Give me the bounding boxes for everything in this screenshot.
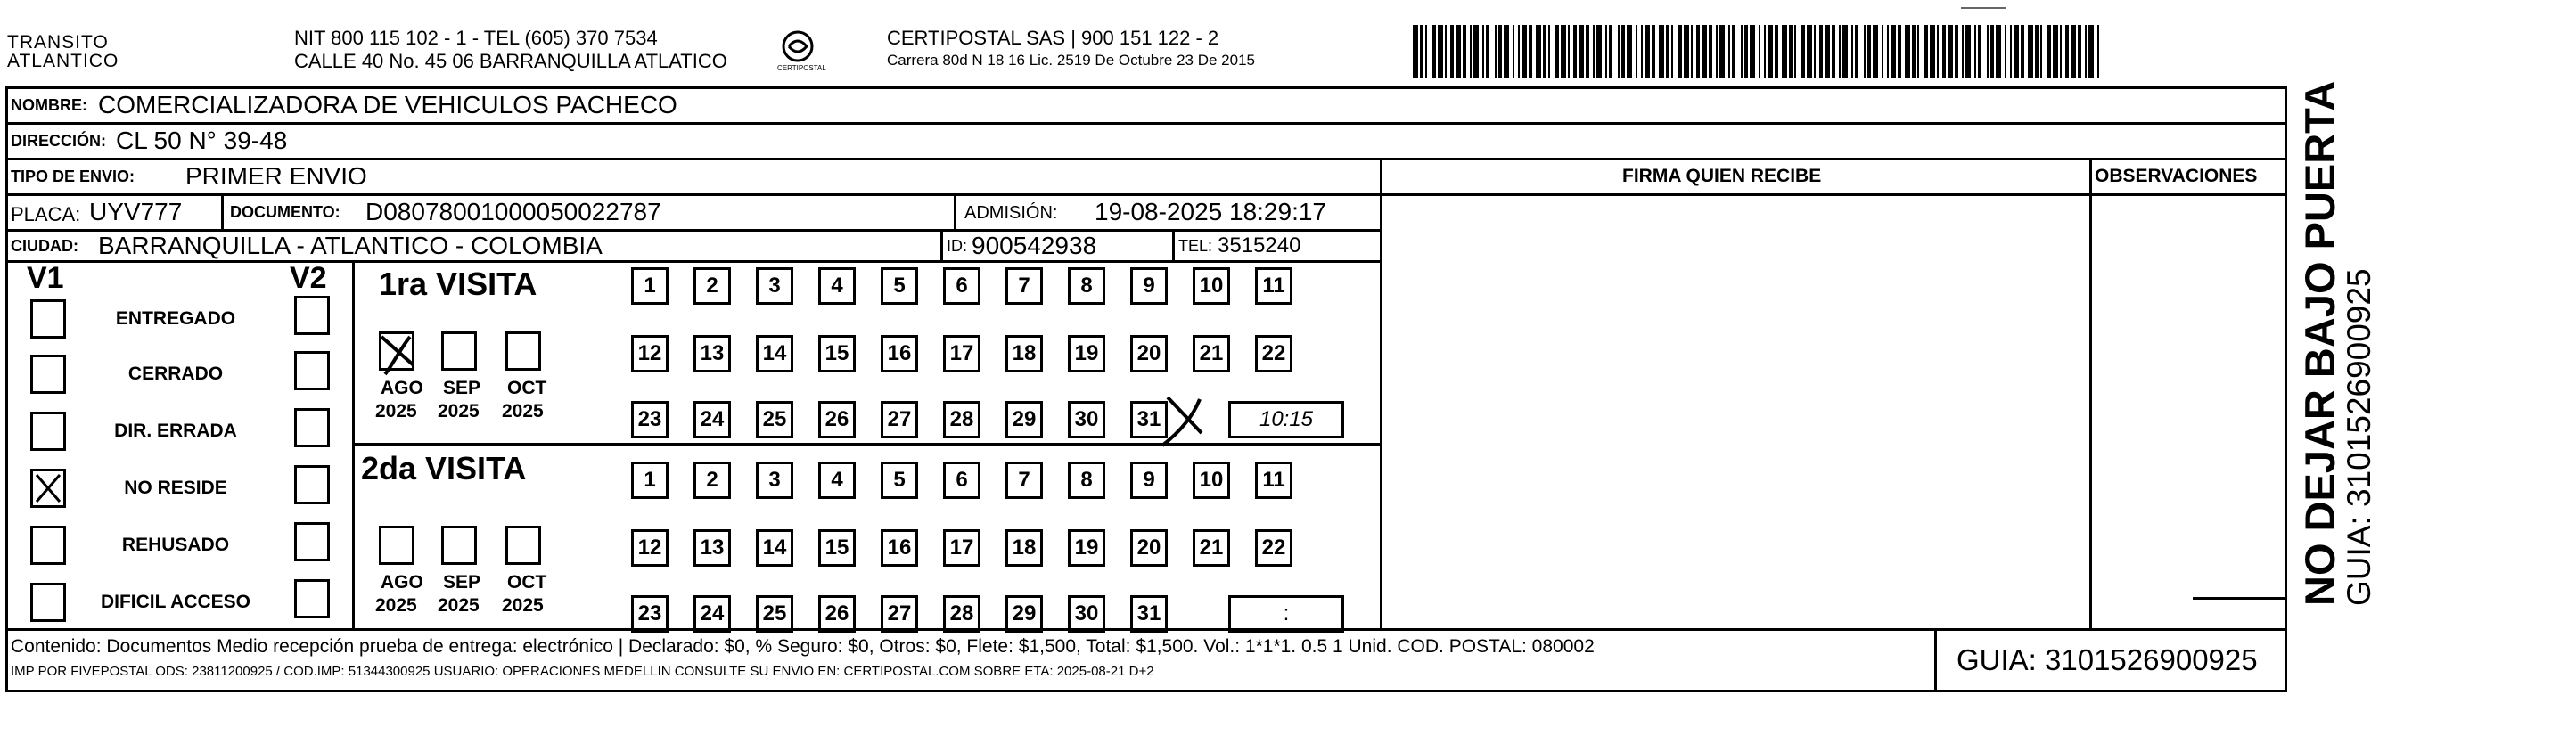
row-divider: [5, 260, 1382, 263]
second-visit-day-cell[interactable]: 29: [1005, 595, 1043, 633]
second-visit-day-cell[interactable]: 16: [881, 529, 918, 567]
company-info-line1: NIT 800 115 102 - 1 - TEL (605) 370 7534: [294, 27, 658, 49]
second-visit-month-box[interactable]: [505, 526, 541, 565]
v2-checkbox[interactable]: [294, 579, 330, 618]
second-visit-month-label: AGO: [381, 572, 423, 593]
col-divider: [1934, 628, 1937, 692]
first-visit-day-cell[interactable]: 11: [1255, 267, 1292, 305]
second-visit-month-box[interactable]: [379, 526, 414, 565]
second-visit-month-label: SEP: [443, 572, 481, 593]
second-visit-day-cell[interactable]: 1: [631, 462, 669, 499]
first-visit-day-cell[interactable]: 9: [1130, 267, 1168, 305]
second-visit-day-cell[interactable]: 3: [756, 462, 793, 499]
first-visit-month-box[interactable]: [441, 331, 477, 371]
guia-number-box: GUIA: 3101526900925: [1957, 643, 2258, 676]
second-visit-year-label: 2025: [375, 595, 417, 616]
status-option-label: DIR. ERRADA: [114, 421, 237, 441]
first-visit-day-cell[interactable]: 28: [943, 401, 980, 438]
handwritten-x-day-icon: [1157, 390, 1219, 453]
first-visit-day-cell[interactable]: 25: [756, 401, 793, 438]
tel-value: 3515240: [1218, 233, 1301, 258]
v2-label: V2: [290, 261, 327, 295]
second-visit-year-label: 2025: [502, 595, 544, 616]
status-option-label: REHUSADO: [121, 535, 230, 555]
second-visit-day-cell[interactable]: 15: [818, 529, 856, 567]
direccion-label: DIRECCIÓN:: [11, 132, 106, 150]
first-visit-year-label: 2025: [438, 401, 480, 421]
second-visit-day-cell[interactable]: 6: [943, 462, 980, 499]
first-visit-day-cell[interactable]: 3: [756, 267, 793, 305]
side-instruction-text: [2298, 81, 2376, 606]
first-visit-day-cell[interactable]: 13: [693, 335, 731, 372]
second-visit-day-cell[interactable]: 12: [631, 529, 669, 567]
first-visit-day-cell[interactable]: 18: [1005, 335, 1043, 372]
firma-label: FIRMA QUIEN RECIBE: [1622, 166, 1822, 186]
col-divider: [1172, 229, 1175, 260]
first-visit-year-label: 2025: [375, 401, 417, 421]
second-visit-day-cell[interactable]: 18: [1005, 529, 1043, 567]
first-visit-day-cell[interactable]: 19: [1068, 335, 1105, 372]
col-divider: [954, 193, 956, 229]
second-visit-day-cell[interactable]: 27: [881, 595, 918, 633]
first-visit-day-cell[interactable]: 16: [881, 335, 918, 372]
certipostal-emblem-icon: [767, 27, 829, 80]
nombre-value: COMERCIALIZADORA DE VEHICULOS PACHECO: [98, 91, 677, 119]
row-divider: [5, 193, 2287, 196]
second-visit-day-cell[interactable]: 7: [1005, 462, 1043, 499]
col-divider: [221, 193, 224, 229]
first-visit-day-cell[interactable]: 20: [1130, 335, 1168, 372]
second-visit-day-cell[interactable]: 9: [1130, 462, 1168, 499]
tipo-envio-label: TIPO DE ENVIO:: [11, 168, 135, 185]
emblem-caption: CERTIPOSTAL: [777, 64, 826, 72]
second-visit-day-cell[interactable]: 28: [943, 595, 980, 633]
status-option-label: NO RESIDE: [124, 478, 227, 498]
second-visit-day-cell[interactable]: 20: [1130, 529, 1168, 567]
col-divider: [940, 229, 943, 260]
col-divider: [1380, 158, 1382, 630]
v2-checkbox[interactable]: [294, 522, 330, 561]
admision-label: ADMISIÓN:: [964, 203, 1058, 223]
second-visit-day-cell[interactable]: 8: [1068, 462, 1105, 499]
second-visit-day-cell[interactable]: 10: [1193, 462, 1230, 499]
row-divider: [352, 443, 1382, 446]
v1-checkbox[interactable]: [30, 412, 66, 451]
logo-text-line1: TRANSITO: [7, 32, 109, 53]
barcode-bar: [2097, 25, 2099, 78]
first-visit-month-label: AGO: [381, 378, 423, 398]
v2-checkbox[interactable]: [294, 408, 330, 447]
second-visit-day-cell[interactable]: 19: [1068, 529, 1105, 567]
courier-info-line2: Carrera 80d N 18 16 Lic. 2519 De Octubre 23 De 2015: [887, 52, 1255, 69]
v1-checkbox[interactable]: [30, 299, 66, 339]
first-visit-day-cell[interactable]: 27: [881, 401, 918, 438]
second-visit-day-cell[interactable]: 23: [631, 595, 669, 633]
v2-checkbox[interactable]: [294, 296, 330, 335]
first-visit-day-cell[interactable]: 10: [1193, 267, 1230, 305]
first-visit-day-cell[interactable]: 6: [943, 267, 980, 305]
ciudad-label: CIUDAD:: [11, 237, 78, 255]
second-visit-day-cell[interactable]: 21: [1193, 529, 1230, 567]
second-visit-day-cell[interactable]: 11: [1255, 462, 1292, 499]
nombre-label: NOMBRE:: [11, 96, 87, 114]
ciudad-value: BARRANQUILLA - ATLANTICO - COLOMBIA: [98, 232, 603, 259]
first-visit-month-box[interactable]: [505, 331, 541, 371]
second-visit-day-cell[interactable]: 4: [818, 462, 856, 499]
first-visit-day-cell[interactable]: 23: [631, 401, 669, 438]
documento-label: DOCUMENTO:: [230, 203, 340, 221]
id-label: ID:: [947, 237, 968, 255]
top-edge-mark: [1961, 7, 2006, 9]
second-visit-day-cell[interactable]: 14: [756, 529, 793, 567]
company-info-line2: CALLE 40 No. 45 06 BARRANQUILLA ATLATICO: [294, 50, 727, 72]
admision-value: 19-08-2025 18:29:17: [1095, 198, 1326, 225]
first-visit-day-cell[interactable]: 30: [1068, 401, 1105, 438]
col-divider: [352, 260, 355, 628]
first-visit-day-cell[interactable]: 8: [1068, 267, 1105, 305]
second-visit-day-cell[interactable]: 17: [943, 529, 980, 567]
side-guia-label: GUIA: 3101526900925: [2341, 268, 2377, 606]
row-divider: [5, 158, 2287, 160]
first-visit-day-cell[interactable]: 4: [818, 267, 856, 305]
first-visit-day-cell[interactable]: 22: [1255, 335, 1292, 372]
first-visit-time-box[interactable]: 10:15: [1228, 401, 1344, 438]
no-dejar-bajo-puerta-label: NO DEJAR BAJO PUERTA: [2296, 80, 2343, 606]
footer-content-line: Contenido: Documentos Medio recepción prueba de entrega: electrónico | Declarado: $0, % Seguro: $0, Otros: $0, Flete: $1,500, Total: $1,500. Vol.: 1*1*1. 0.5 1 Unid. COD. POSTAL: 080002: [11, 636, 1595, 657]
status-option-label: CERRADO: [127, 364, 224, 384]
second-visit-day-cell[interactable]: 24: [693, 595, 731, 633]
second-visit-day-cell[interactable]: 26: [818, 595, 856, 633]
v2-checkbox[interactable]: [294, 465, 330, 504]
footer-print-line: IMP POR FIVEPOSTAL ODS: 23811200925 / COD.IMP: 51344300925 USUARIO: OPERACIONES MEDELLIN CONSULTE SU ENVIO EN: CERTIPOSTAL.COM SOBRE ETA: 2025-08-21 D+2: [11, 664, 1154, 679]
first-visit-day-cell[interactable]: 17: [943, 335, 980, 372]
first-visit-day-cell[interactable]: 15: [818, 335, 856, 372]
second-visit-day-cell[interactable]: 30: [1068, 595, 1105, 633]
first-visit-day-cell[interactable]: 14: [756, 335, 793, 372]
first-visit-day-cell[interactable]: 24: [693, 401, 731, 438]
first-visit-day-cell[interactable]: 26: [818, 401, 856, 438]
tel-label: TEL:: [1178, 237, 1213, 255]
status-option-label: DIFICIL ACCESO: [100, 592, 250, 612]
second-visit-year-label: 2025: [438, 595, 480, 616]
first-visit-day-cell[interactable]: 12: [631, 335, 669, 372]
row-divider: [5, 122, 2287, 125]
row-divider: [2193, 597, 2287, 600]
first-visit-day-cell[interactable]: 7: [1005, 267, 1043, 305]
second-visit-day-cell[interactable]: 31: [1130, 595, 1168, 633]
v2-checkbox[interactable]: [294, 351, 330, 390]
id-value: 900542938: [972, 232, 1097, 259]
v1-label: V1: [27, 261, 64, 295]
second-visit-day-cell[interactable]: 2: [693, 462, 731, 499]
second-visit-day-cell[interactable]: 5: [881, 462, 918, 499]
first-visit-year-label: 2025: [502, 401, 544, 421]
v1-checkbox[interactable]: [30, 469, 66, 508]
observaciones-label: OBSERVACIONES: [2095, 166, 2258, 186]
status-option-label: ENTREGADO: [115, 308, 236, 329]
first-visit-month-label: OCT: [507, 378, 547, 398]
first-visit-day-cell[interactable]: 31: [1130, 401, 1168, 438]
col-divider: [2089, 158, 2092, 630]
v1-checkbox[interactable]: [30, 355, 66, 394]
second-visit-month-box[interactable]: [441, 526, 477, 565]
tipo-envio-value: PRIMER ENVIO: [185, 162, 367, 190]
first-visit-day-cell[interactable]: 21: [1193, 335, 1230, 372]
second-visit-day-cell[interactable]: 25: [756, 595, 793, 633]
first-visit-day-cell[interactable]: 2: [693, 267, 731, 305]
first-visit-day-cell[interactable]: 1: [631, 267, 669, 305]
logo-text-line2: ATLANTICO: [7, 51, 119, 71]
courier-info-line1: CERTIPOSTAL SAS | 900 151 122 - 2: [887, 27, 1219, 49]
documento-value: D08078001000050022787: [365, 198, 661, 225]
direccion-value: CL 50 N° 39-48: [116, 127, 288, 154]
second-visit-day-cell[interactable]: 22: [1255, 529, 1292, 567]
second-visit-month-label: OCT: [507, 572, 547, 593]
v1-checkbox[interactable]: [30, 526, 66, 565]
second-visit-title: 2da VISITA: [361, 450, 527, 486]
second-visit-day-cell[interactable]: 13: [693, 529, 731, 567]
first-visit-title: 1ra VISITA: [379, 266, 537, 302]
handwritten-x-month-icon: [374, 330, 428, 383]
barcode: [1413, 25, 2108, 78]
v1-checkbox[interactable]: [30, 583, 66, 622]
placa-label: PLACA:: [11, 203, 81, 225]
check-x-icon: [33, 471, 63, 505]
first-visit-day-cell[interactable]: 29: [1005, 401, 1043, 438]
first-visit-day-cell[interactable]: 5: [881, 267, 918, 305]
placa-value: UYV777: [89, 198, 183, 225]
first-visit-month-label: SEP: [443, 378, 481, 398]
second-visit-time-box[interactable]: :: [1228, 595, 1344, 633]
